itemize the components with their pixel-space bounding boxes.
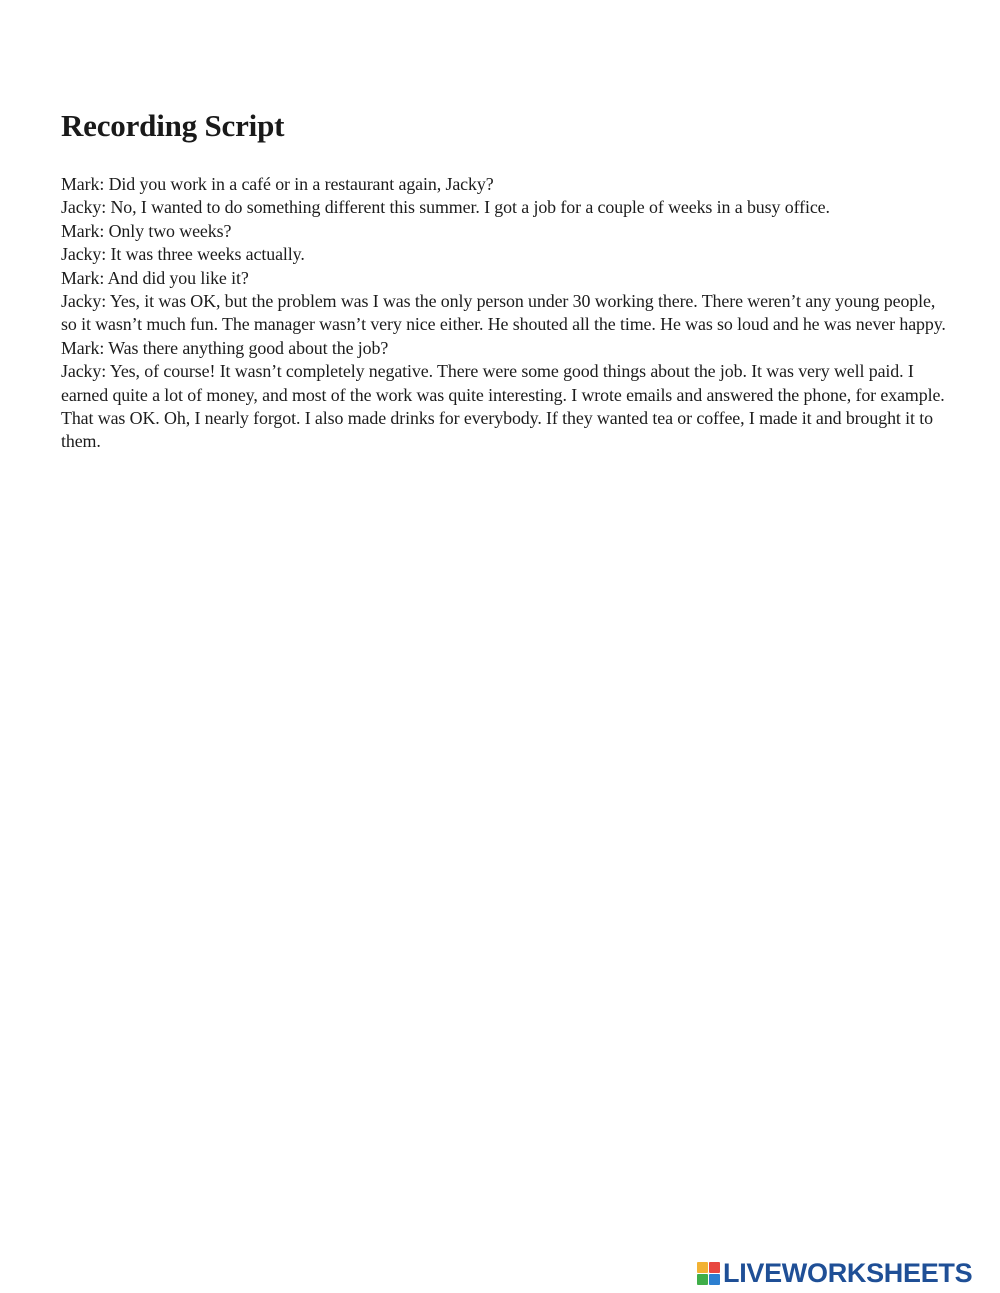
liveworksheets-logo[interactable] xyxy=(697,1257,972,1289)
script-line: Mark: Only two weeks? xyxy=(61,220,232,241)
logo-block xyxy=(709,1274,720,1285)
script-line: Mark: Did you work in a café or in a restaurant again, Jacky? xyxy=(61,174,494,194)
logo-block xyxy=(697,1262,708,1273)
script-line: Jacky: No, I wanted to do something different this summer. I got a job for a couple of weeks in a busy office. xyxy=(61,197,830,218)
liveworksheets-logo-icon xyxy=(697,1262,720,1285)
script-line: Mark: Was there anything good about the job? xyxy=(61,337,389,358)
script-line: Jacky: It was three weeks actually. xyxy=(61,244,305,265)
recording-script xyxy=(61,173,951,454)
logo-block xyxy=(709,1262,720,1273)
script-line: Jacky: Yes, of course! It wasn’t completely negative. There were some good things about the job. It was very well paid. I earned quite a lot of money, and most of the work was quite interesting. I wrote emails and answered the phone, for example. That was OK. Oh, I nearly forgot. I also made drinks for everybody. If they wanted tea or coffee, I made it and brought it to them. xyxy=(61,361,945,452)
logo-text: LIVEWORKSHEETS xyxy=(723,1258,973,1288)
script-line: Jacky: Yes, it was OK, but the problem was I was the only person under 30 working there. There weren’t any young people, so it wasn’t much fun. The manager wasn’t very nice either. He shouted all the time. He was so loud and he was never happy. xyxy=(61,291,946,335)
logo-block xyxy=(697,1274,708,1285)
page-title: Recording Script xyxy=(61,108,285,143)
script-line: Mark: And did you like it? xyxy=(61,267,249,288)
